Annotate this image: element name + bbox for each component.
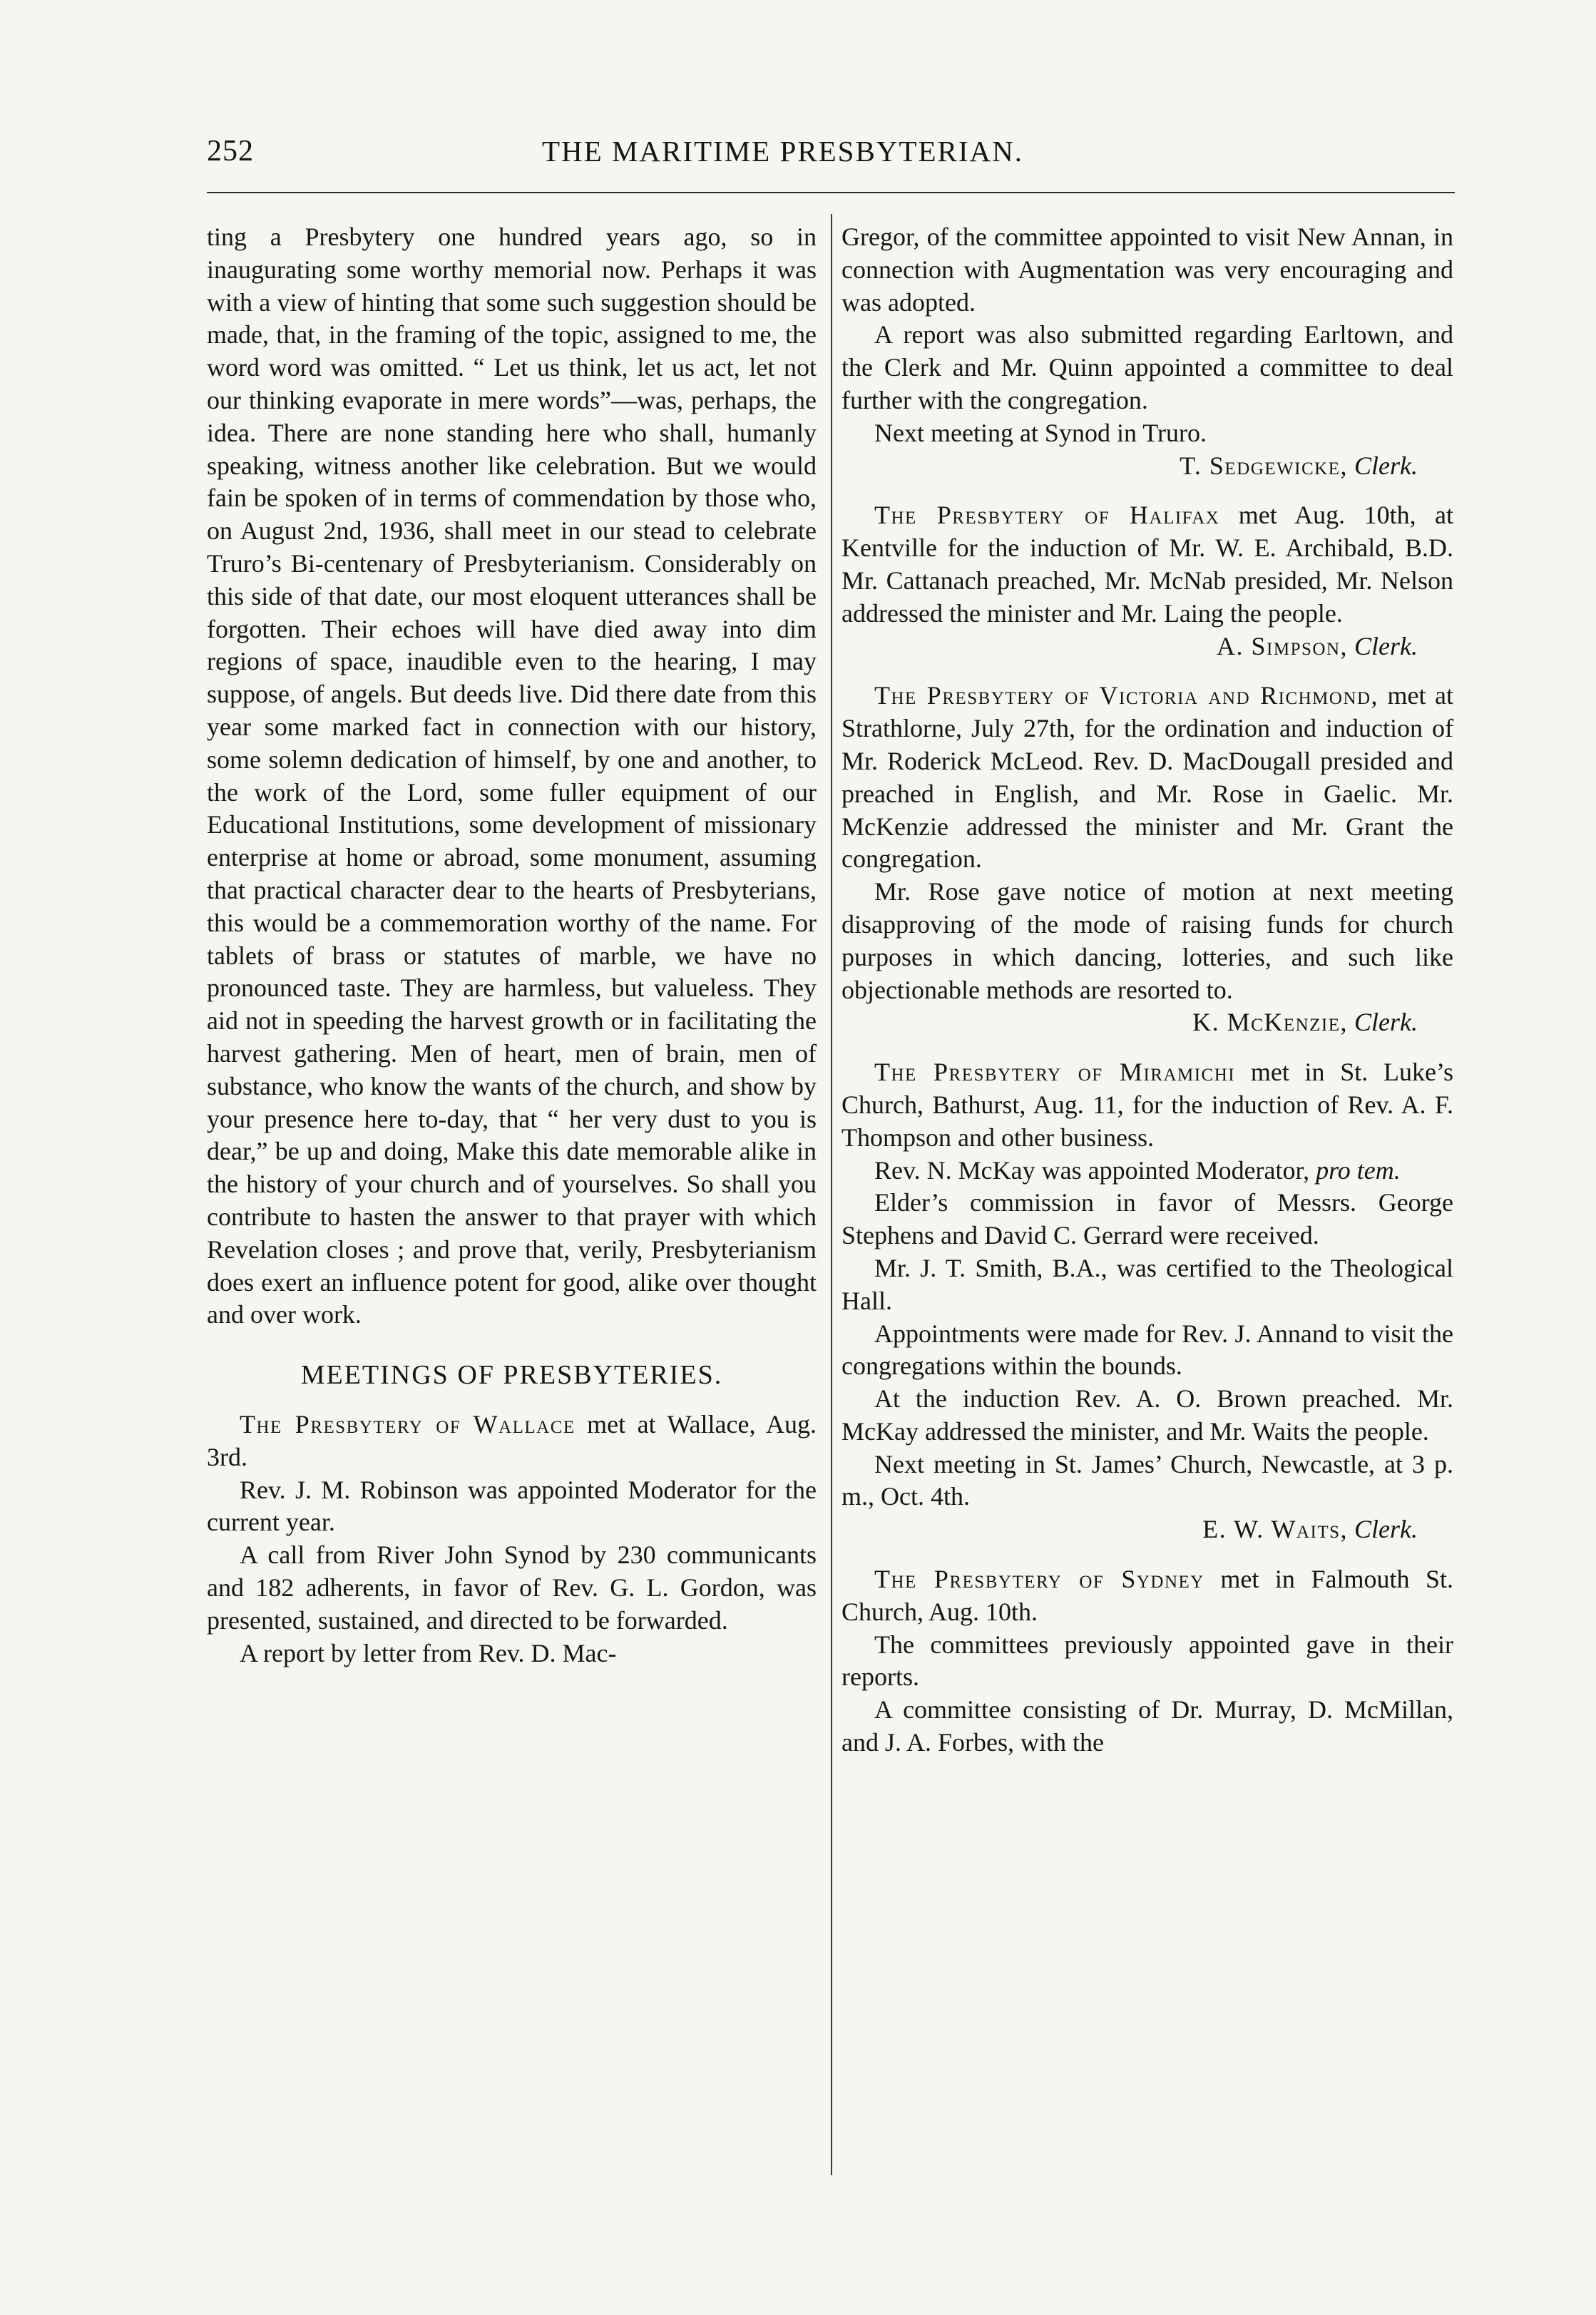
column-divider — [831, 214, 832, 2175]
sydney-paragraph: The committees previously appointed gave in their reports. — [842, 1630, 1453, 1692]
sydney-heading-label: The Presbytery of Sydney — [874, 1565, 1204, 1594]
victoria-heading-label: The Presbytery of Victoria and Richmond, — [874, 681, 1379, 710]
wallace-heading-label: The Presbytery of Wallace — [240, 1410, 576, 1439]
moderator-text: Rev. N. McKay was appointed Moderator, — [874, 1155, 1316, 1185]
miramichi-paragraph: Appointments were made for Rev. J. Annand to visit the congregations within the bounds. — [842, 1319, 1453, 1381]
wallace-continued-paragraph: A report was also submitted regarding Earltown, and the Clerk and Mr. Quinn appointed a committee to deal further with the congregation. — [842, 320, 1453, 414]
miramichi-paragraph: At the induction Rev. A. O. Brown preached. Mr. McKay addressed the minister, and Mr. Waits the people. — [842, 1384, 1453, 1446]
wallace-signature — [842, 450, 1453, 483]
wallace-paragraph: Rev. J. M. Robinson was appointed Moderator for the current year. — [207, 1475, 817, 1537]
signature-name: E. W. Waits, — [1202, 1515, 1349, 1544]
essay-paragraph: ting a Presbytery one hundred years ago, so in inaugurating some worthy memorial now. Perhaps it was with a view of hinting that some such suggestion should be made, that, in the framing of the topic, assigned to me, the word word was omitted. “ Let us think, let us act, let not our thinking evaporate in mere words”—was, perhaps, the idea. There are none standing here who shall, humanly speaking, witness another like celebration. But we would fain be spoken of in terms of commendation by those who, on August 2nd, 1936, shall meet in our stead to celebrate Truro’s Bi-centenary of Presbyterianism. Considerably on this side of that date, our most eloquent utterances shall be forgotten. Their echoes will have died away into dim regions of space, inaudible even to the hearing, I may suppose, of angels. But deeds live. Did there date from this year some marked fact in connection with our history, some solemn dedication of himself, by one and another, to the work of the Lord, some fuller equipment of our Educational Institutions, some development of missionary enterprise at home or abroad, some monument, assuming that practical character dear to the hearts of Presbyterians, this would be a commemoration worthy of the name. For tablets of brass or statutes of marble, we have no pronounced taste. They are harmless, but valueless. They aid not in speeding the harvest growth or in facilitating the harvest gathering. Men of heart, men of brain, men of substance, who know the wants of the church, and show by your presence here to-day, that “ her very dust to you is dear,” be up and doing, Make this date memorable alike in the history of your church and of yourselves. So shall you contribute to hasten the answer to that prayer with which Revelation closes ; and prove that, verily, Presbyterianism does exert an influence potent for good, alike over thought and over work. — [207, 223, 817, 1329]
signature-name: A. Simpson, — [1217, 631, 1349, 660]
sydney-paragraph: A committee consisting of Dr. Murray, D. McMillan, and J. A. Forbes, with the — [842, 1695, 1453, 1757]
right-column — [842, 221, 1453, 1759]
wallace-paragraph: A report by letter from Rev. D. Mac- — [240, 1638, 617, 1667]
signature-role: Clerk. — [1354, 631, 1418, 660]
wallace-continued-paragraph: Next meeting at Synod in Truro. — [874, 418, 1207, 447]
wallace-heading — [207, 1409, 817, 1474]
header-rule — [207, 192, 1455, 193]
miramichi-signature — [842, 1513, 1453, 1546]
wallace-heading-text: met at Wallace, Aug. 3rd. — [207, 1410, 817, 1471]
sydney-heading-text: met in Falmouth St. Church, Aug. 10th. — [842, 1565, 1454, 1626]
halifax-heading-text: met Aug. 10th, at Kentville for the induction of Mr. W. E. Archibald, B.D. Mr. Cattanach preached, Mr. McNab presided, Mr. Nelson addressed the minister and Mr. Laing the people. — [842, 501, 1453, 628]
sydney-paragraph — [842, 1563, 1453, 1629]
signature-role: Clerk. — [1354, 1008, 1418, 1037]
signature-name: T. Sedgewicke, — [1180, 451, 1349, 480]
page-number: 252 — [207, 135, 254, 168]
victoria-heading-text: met at Strathlorne, July 27th, for the ordination and induction of Mr. Roderick McLeod. Rev. D. MacDougall presided and preached in English, and Mr. Rose in Gaelic. Mr. McKenzie addressed the minister and Mr. Grant the congregation. — [842, 681, 1453, 874]
signature-role: Clerk. — [1354, 451, 1418, 480]
running-title: THE MARITIME PRESBYTERIAN. — [542, 135, 1023, 168]
signature-name: K. McKenzie, — [1192, 1008, 1349, 1037]
moderator-italic: pro tem. — [1316, 1155, 1401, 1185]
page-header — [207, 134, 1455, 177]
halifax-paragraph — [842, 499, 1453, 630]
left-column — [207, 221, 817, 1670]
miramichi-heading-label: The Presbytery of Miramichi — [874, 1058, 1236, 1087]
miramichi-heading-text: met in St. Luke’s Church, Bathurst, Aug. 11, for the induction of Rev. A. F. Thompson and other business. — [842, 1058, 1453, 1152]
wallace-paragraph: A call from River John Synod by 230 communicants and 182 adherents, in favor of Rev. G. L. Gordon, was presented, sustained, and directed to be forwarded. — [207, 1540, 817, 1635]
victoria-paragraph — [842, 680, 1453, 876]
halifax-signature — [842, 630, 1453, 663]
miramichi-moderator-paragraph — [842, 1155, 1453, 1187]
section-title: MEETINGS OF PRESBYTERIES. — [300, 1360, 723, 1391]
miramichi-paragraph: Mr. J. T. Smith, B.A., was certified to the Theological Hall. — [842, 1253, 1453, 1315]
signature-role: Clerk. — [1354, 1515, 1418, 1544]
halifax-heading-label: The Presbytery of Halifax — [874, 501, 1220, 530]
miramichi-paragraph — [842, 1056, 1453, 1154]
miramichi-paragraph: Elder’s commission in favor of Messrs. George Stephens and David C. Gerrard were received. — [842, 1188, 1453, 1250]
victoria-signature — [842, 1006, 1453, 1039]
wallace-continued-paragraph: Gregor, of the committee appointed to visit New Annan, in connection with Augmentation was very encouraging and was adopted. — [842, 223, 1453, 317]
miramichi-paragraph: Next meeting in St. James’ Church, Newcastle, at 3 p. m., Oct. 4th. — [842, 1449, 1453, 1511]
victoria-paragraph: Mr. Rose gave notice of motion at next meeting disapproving of the mode of raising funds for church purposes in which dancing, lotteries, and such like objectionable methods are resorted to. — [842, 877, 1453, 1004]
